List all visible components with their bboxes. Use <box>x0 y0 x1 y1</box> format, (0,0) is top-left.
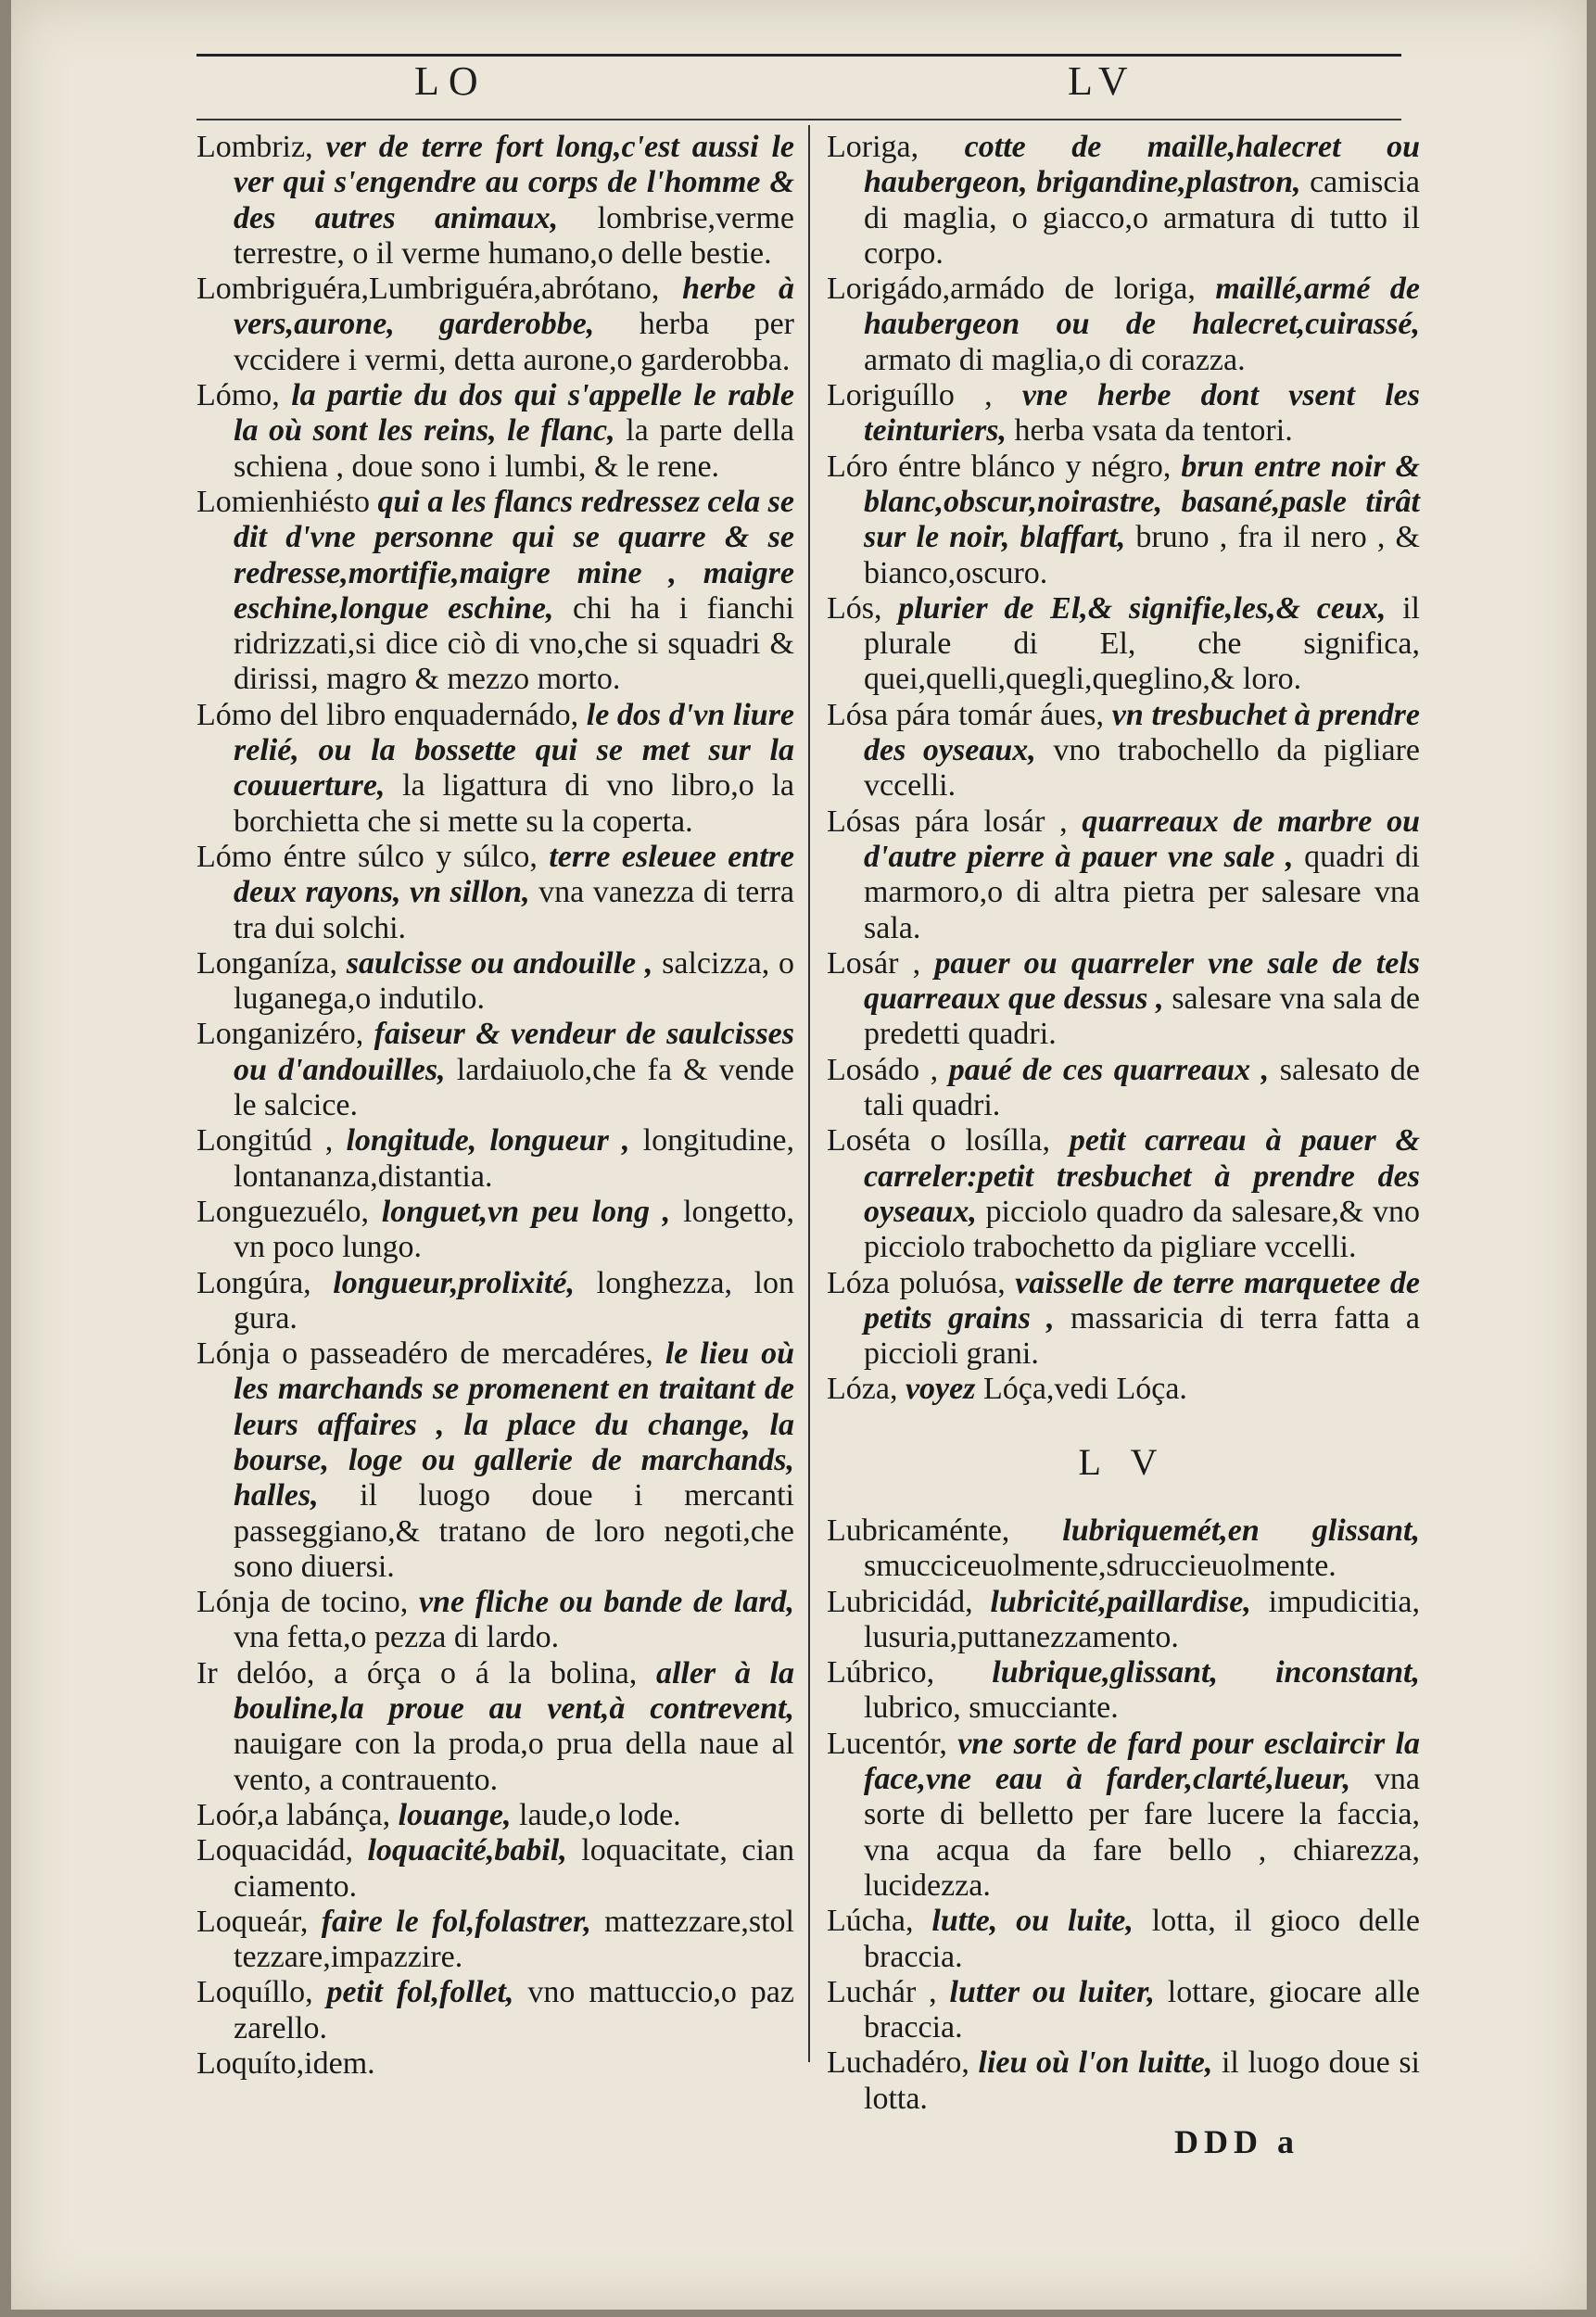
entry-french: lieu où l'on luitte, <box>978 2045 1213 2081</box>
entry-headword: Lónja de tocino, <box>196 1585 409 1620</box>
dictionary-entry <box>827 1655 1420 1727</box>
left-column <box>196 130 794 2082</box>
dictionary-entry <box>196 1195 794 1266</box>
entry-headword: Longitúd , <box>196 1123 334 1158</box>
entry-italian: lombrise,verme terrestre, o il verme humano,o delle bestie. <box>234 200 794 271</box>
dictionary-entry <box>827 272 1420 378</box>
entry-headword: Longuezuélo, <box>196 1194 369 1229</box>
entry-french: maillé,armé de haubergeon ou de halecret,cuirassé, <box>864 272 1420 342</box>
dictionary-entry <box>196 1833 794 1905</box>
entry-italian: salesato de tali quadri. <box>864 1052 1421 1123</box>
entry-headword: Lósas pára losár , <box>827 804 1068 839</box>
entry-italian: picciolo quadro da salesare,& vno picciolo trabochetto da pigliare vccelli. <box>864 1194 1420 1265</box>
entry-headword: Loquíto,idem. <box>196 2046 375 2082</box>
entry-headword: Lomienhiésto <box>196 484 370 519</box>
dictionary-entry <box>196 1266 794 1337</box>
dictionary-entry <box>827 946 1420 1053</box>
entry-french: lubricité,paillardise, <box>990 1584 1251 1619</box>
entry-italian: vna fetta,o pezza di lardo. <box>234 1620 560 1655</box>
dictionary-entry <box>827 1975 1420 2046</box>
entry-french: aller à la bouline,la proue au vent,à contrevent, <box>234 1655 795 1727</box>
entry-french: brun entre noir & blanc,obscur,noirastre, basané,pasle tirât sur le noir, blaffart, <box>864 449 1420 555</box>
entry-headword: Lóro éntre blánco y négro, <box>827 449 1172 484</box>
entry-italian: armato di maglia,o di corazza. <box>864 342 1246 377</box>
dictionary-entry <box>827 1053 1420 1124</box>
entry-french: le dos d'vn liure relié, ou la bossette qui se met sur la couuerture, <box>234 697 795 804</box>
dictionary-entry <box>827 1727 1420 1904</box>
entry-french: paué de ces quarreaux , <box>948 1052 1270 1087</box>
dictionary-entry <box>196 1975 794 2046</box>
entry-italian: il luogo doue si lotta. <box>864 2045 1420 2116</box>
signature-mark: DDD a <box>1174 2123 1299 2161</box>
header-right: LV <box>1068 58 1137 104</box>
dictionary-entry <box>196 485 794 698</box>
dictionary-entry <box>827 130 1420 272</box>
entry-headword: Loquíllo, <box>196 1975 313 2010</box>
dictionary-entry <box>827 1513 1420 1585</box>
entry-french: vne fliche ou bande de lard, <box>418 1585 794 1620</box>
entry-french: faire le fol,folastrer, <box>321 1904 591 1939</box>
entry-headword: Lóza, <box>827 1372 898 1407</box>
entry-headword: Luchadéro, <box>827 2045 969 2081</box>
header-left: LO <box>414 58 488 104</box>
dictionary-entry <box>196 130 794 272</box>
entry-italian: herba vsata da tentori. <box>1014 413 1293 449</box>
entry-french: petit fol,follet, <box>326 1975 514 2010</box>
entry-french: vn tresbuchet à prendre des oyseaux, <box>864 697 1420 768</box>
entry-italian: la parte della schiena , doue sono i lumbi, & le rene. <box>234 413 795 484</box>
column-divider <box>808 125 810 2062</box>
entry-headword: Lorigádo,armádo de loriga, <box>827 272 1196 307</box>
entry-french: lutte, ou luite, <box>931 1904 1134 1939</box>
entry-headword: Lóza poluósa, <box>827 1265 1006 1300</box>
dictionary-entry <box>196 1123 794 1195</box>
dictionary-entry <box>196 378 794 485</box>
entry-italian: vno mattuccio,o paz zarello. <box>234 1975 794 2045</box>
entry-italian: longetto, vn poco lungo. <box>234 1194 794 1265</box>
entry-italian: salcizza, o luganega,o indutilo. <box>234 945 794 1017</box>
entry-french: terre esleuee entre deux rayons, vn sillon, <box>234 839 795 910</box>
entry-headword: Lúcha, <box>827 1904 914 1939</box>
top-rule <box>196 54 1401 57</box>
entry-italian: quadri di marmoro,o di altra pietra per salesare vna sala. <box>864 839 1420 945</box>
dictionary-entry <box>196 698 794 840</box>
entry-italian: lottare, giocare alle braccia. <box>864 1974 1420 2045</box>
entry-italian: smucciceuolmente,sdruccieuolmente. <box>864 1549 1336 1584</box>
running-header <box>11 57 1587 113</box>
dictionary-entry <box>196 946 794 1018</box>
entry-headword: Loriguíllo , <box>827 378 993 413</box>
entry-headword: Lónja o passeadéro de mercadéres, <box>196 1336 653 1372</box>
entry-french: cotte de maille,halecret ou haubergeon, brigandine,plastron, <box>864 130 1420 200</box>
entry-headword: Losádo , <box>827 1052 939 1087</box>
entry-headword: Loriga, <box>827 130 919 164</box>
entry-french: ver de terre fort long,c'est aussi le ver qui s'engendre au corps de l'homme & des autres animaux, <box>234 130 794 235</box>
entry-french: petit carreau à pauer & carreler:petit tresbuchet à prendre des oyseaux, <box>864 1123 1420 1229</box>
entry-italian: la ligattura di vno libro,o la borchietta che si mette su la coperta. <box>234 768 795 839</box>
header-rule <box>196 119 1401 120</box>
entry-headword: Lómo, <box>196 378 280 413</box>
dictionary-entry <box>196 1336 794 1585</box>
dictionary-entry <box>196 1017 794 1123</box>
entry-french: vaisselle de terre marquetee de petits grains , <box>864 1265 1421 1336</box>
entry-headword: Lombriguéra,Lumbriguéra,abrótano, <box>196 272 660 307</box>
entry-italian: herba per vccidere i vermi, detta aurone,o garderobba. <box>234 307 795 377</box>
entry-french: vne herbe dont vsent les teinturiers, <box>864 378 1420 449</box>
entry-italian: vna sorte di belletto per fare lucere la faccia, vna acqua da fare bello , chiarezza, lucidezza. <box>864 1762 1420 1903</box>
entry-french: qui a les flancs redressez cela se dit d'vne personne qui se quarre & se redresse,mortifie,maigre mine , maigre eschine,longue eschine, <box>234 484 795 626</box>
dictionary-entry <box>827 1266 1420 1373</box>
entry-headword: Longúra, <box>196 1265 311 1300</box>
dictionary-entry <box>827 591 1420 698</box>
entry-headword: Loséta o losílla, <box>827 1123 1050 1158</box>
entry-italian: il plurale di El, che significa, quei,quelli,quegli,queglino,& loro. <box>864 590 1421 697</box>
entry-french: lutter ou luiter, <box>949 1974 1155 2009</box>
section-title: L V <box>1078 1440 1169 1483</box>
entry-italian: longhezza, lon gura. <box>234 1265 795 1336</box>
entry-french: louange, <box>398 1797 512 1832</box>
entry-italian: il luogo doue i mercanti passeggiano,& tratano de loro negoti,che sono diuersi. <box>234 1478 795 1584</box>
entry-french: herbe à vers,aurone, garderobbe, <box>234 272 795 342</box>
entry-headword: Lós, <box>827 590 882 626</box>
entry-headword: Loqueár, <box>196 1904 309 1939</box>
entry-italian: impudicitia, lusuria,puttanezzamento. <box>864 1584 1421 1654</box>
entry-italian: loquacitate, cian ciamento. <box>234 1833 795 1904</box>
entry-french: faiseur & vendeur de saulcisses ou d'andouilles, <box>234 1017 795 1087</box>
entry-headword: Lósa pára tomár áues, <box>827 697 1105 732</box>
entry-italian: lubrico, smucciante. <box>864 1690 1119 1726</box>
entry-headword: Luchár , <box>827 1974 937 2009</box>
entry-french: le lieu où les marchands se promenent en traitant de leurs affaires , la place du change, la bourse, loge ou gallerie de marchands, halles, <box>234 1336 795 1513</box>
dictionary-entry <box>827 698 1420 804</box>
dictionary-entry <box>196 2046 794 2082</box>
entry-italian: mattezzare,stol tezzare,impazzire. <box>234 1904 795 1975</box>
entry-headword: Losár , <box>827 945 921 981</box>
entry-french: loquacité,babil, <box>367 1833 567 1868</box>
entry-headword: Longanizéro, <box>196 1017 364 1052</box>
entry-french: voyez <box>905 1372 976 1407</box>
entry-french: vne sorte de fard pour esclaircir la face,vne eau à farder,clarté,lueur, <box>864 1726 1420 1797</box>
dictionary-entry <box>827 1372 1420 1407</box>
dictionary-entry <box>827 378 1420 449</box>
entry-italian: Lóça,vedi Lóça. <box>982 1372 1187 1407</box>
entry-italian: longitudine, lontananza,distantia. <box>234 1123 795 1194</box>
entry-french: longitude, longueur , <box>346 1123 630 1158</box>
entry-headword: Longaníza, <box>196 945 337 981</box>
dictionary-entry <box>196 1905 794 1976</box>
dictionary-entry <box>196 1656 794 1798</box>
dictionary-entry <box>196 1798 794 1833</box>
entry-italian: vno trabochello da pigliare vccelli. <box>864 733 1420 804</box>
dictionary-entry <box>196 1585 794 1656</box>
right-entries-lv <box>827 1513 1420 2117</box>
dictionary-entry <box>827 1904 1420 1975</box>
entry-french: lubrique,glissant, inconstant, <box>992 1655 1420 1690</box>
entry-french: longuet,vn peu long , <box>381 1194 671 1229</box>
entry-italian: salesare vna sala de predetti quadri. <box>864 981 1420 1052</box>
entry-french: longueur,prolixité, <box>333 1265 576 1300</box>
page <box>11 0 1587 2310</box>
entry-french: la partie du dos qui s'appelle le rable la où sont les reins, le flanc, <box>234 378 795 449</box>
dictionary-entry <box>827 449 1420 591</box>
entry-french: lubriquemét,en glissant, <box>1062 1513 1420 1548</box>
entry-headword: Ir delóo, a órça o á la bolina, <box>196 1655 638 1690</box>
right-column <box>827 130 1420 2159</box>
entry-italian: lardaiuolo,che fa & vende le salcice. <box>234 1052 794 1123</box>
entry-headword: Loquacidád, <box>196 1833 353 1868</box>
entry-french: quarreaux de marbre ou d'autre pierre à pauer vne sale , <box>864 804 1421 874</box>
entry-italian: vna vanezza di terra tra dui solchi. <box>234 875 795 945</box>
dictionary-entry <box>196 272 794 378</box>
entry-headword: Lómo del libro enquadernádo, <box>196 697 579 732</box>
dictionary-entry <box>827 1585 1420 1656</box>
entry-french: pauer ou quarreler vne sale de tels quarreaux que dessus , <box>864 945 1420 1017</box>
entry-headword: Lubricaménte, <box>827 1513 1010 1548</box>
entry-headword: Lombriz, <box>196 130 313 164</box>
entry-italian: nauigare con la proda,o prua della naue al vento, a contrauento. <box>234 1727 794 1797</box>
entry-headword: Lucentór, <box>827 1726 947 1761</box>
entry-italian: camiscia di maglia, o giacco,o armatura di tutto il corpo. <box>864 165 1420 271</box>
entry-french: plurier de El,& signifie,les,& ceux, <box>898 590 1387 626</box>
entry-italian: massaricia di terra fatta a piccioli grani. <box>864 1300 1420 1372</box>
dictionary-entry <box>196 840 794 946</box>
entry-italian: chi ha i fianchi ridrizzati,si dice ciò di vno,che si squadri & dirissi, magro & mezzo morto. <box>234 590 794 697</box>
entry-headword: Lubricidád, <box>827 1584 973 1619</box>
dictionary-entry <box>827 1123 1420 1265</box>
dictionary-entry <box>827 2045 1420 2117</box>
entry-french: saulcisse ou andouille , <box>346 945 653 981</box>
entry-headword: Lúbrico, <box>827 1655 935 1690</box>
dictionary-entry <box>827 804 1420 946</box>
entry-headword: Lómo éntre súlco y súlco, <box>196 839 538 874</box>
entry-italian: laude,o lode. <box>519 1797 681 1832</box>
entry-italian: lotta, il gioco delle braccia. <box>864 1904 1421 1974</box>
right-entries-lo <box>827 130 1420 1408</box>
entry-italian: bruno , fra il nero , & bianco,oscuro. <box>864 520 1420 590</box>
entry-headword: Loór,a labánça, <box>196 1797 391 1832</box>
